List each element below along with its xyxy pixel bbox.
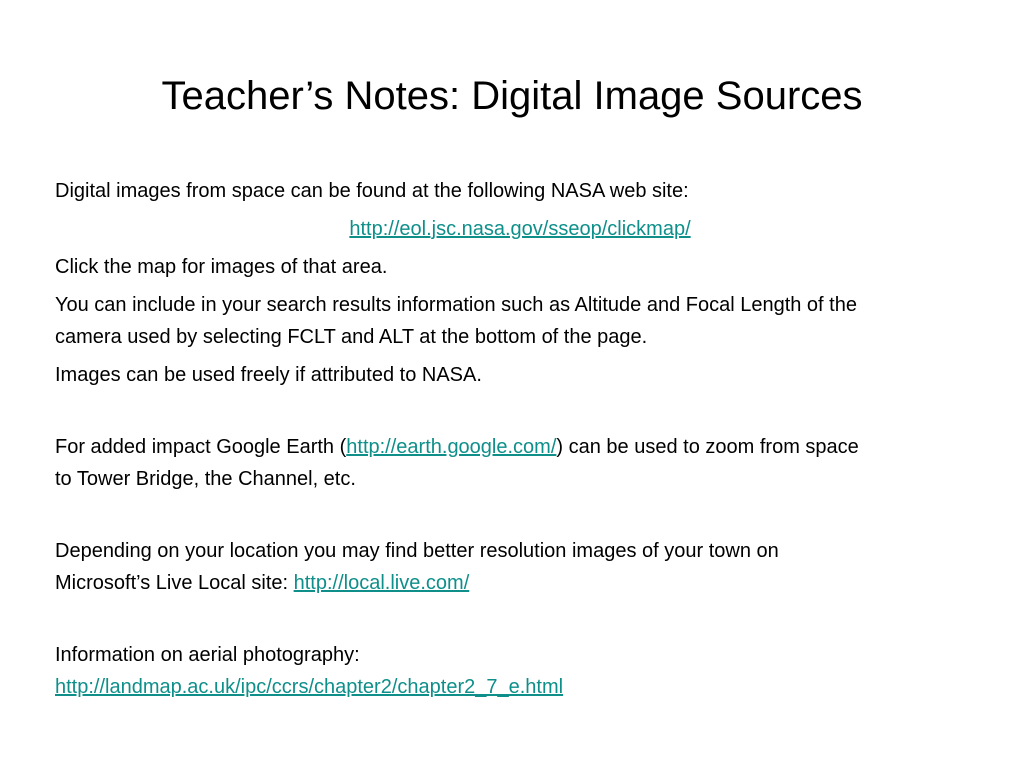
slide-title: Teacher’s Notes: Digital Image Sources xyxy=(161,74,863,118)
nasa-intro-text: Digital images from space can be found at the following NASA web site: xyxy=(55,180,689,202)
google-earth-text-line2: to Tower Bridge, the Channel, etc. xyxy=(55,468,356,490)
live-local-text-line2 xyxy=(55,567,985,599)
google-earth-text-line1 xyxy=(55,431,985,463)
search-results-text-line1: You can include in your search results information such as Altitude and Focal Length of the xyxy=(55,294,857,316)
nasa-link-line xyxy=(55,213,985,245)
nasa-clickmap-link[interactable]: http://eol.jsc.nasa.gov/sseop/clickmap/ xyxy=(349,218,691,240)
google-earth-text-before: For added impact Google Earth ( xyxy=(55,436,347,458)
live-local-link[interactable]: http://local.live.com/ xyxy=(293,572,470,594)
aerial-photography-text: Information on aerial photography: xyxy=(55,644,360,666)
live-local-text-line1: Depending on your location you may find better resolution images of your town on xyxy=(55,540,779,562)
live-local-text-before: Microsoft’s Live Local site: xyxy=(55,572,294,594)
google-earth-link[interactable]: http://earth.google.com/ xyxy=(346,436,557,458)
click-map-text: Click the map for images of that area. xyxy=(55,256,388,278)
landmap-link[interactable]: http://landmap.ac.uk/ipc/ccrs/chapter2/chapter2_7_e.html xyxy=(55,676,564,698)
google-earth-text-after: ) can be used to zoom from space xyxy=(556,436,859,458)
landmap-link-line xyxy=(55,671,985,703)
slide-body xyxy=(55,175,985,703)
search-results-text-line2: camera used by selecting FCLT and ALT at the bottom of the page. xyxy=(55,326,648,348)
attribution-text: Images can be used freely if attributed to NASA. xyxy=(55,364,482,386)
